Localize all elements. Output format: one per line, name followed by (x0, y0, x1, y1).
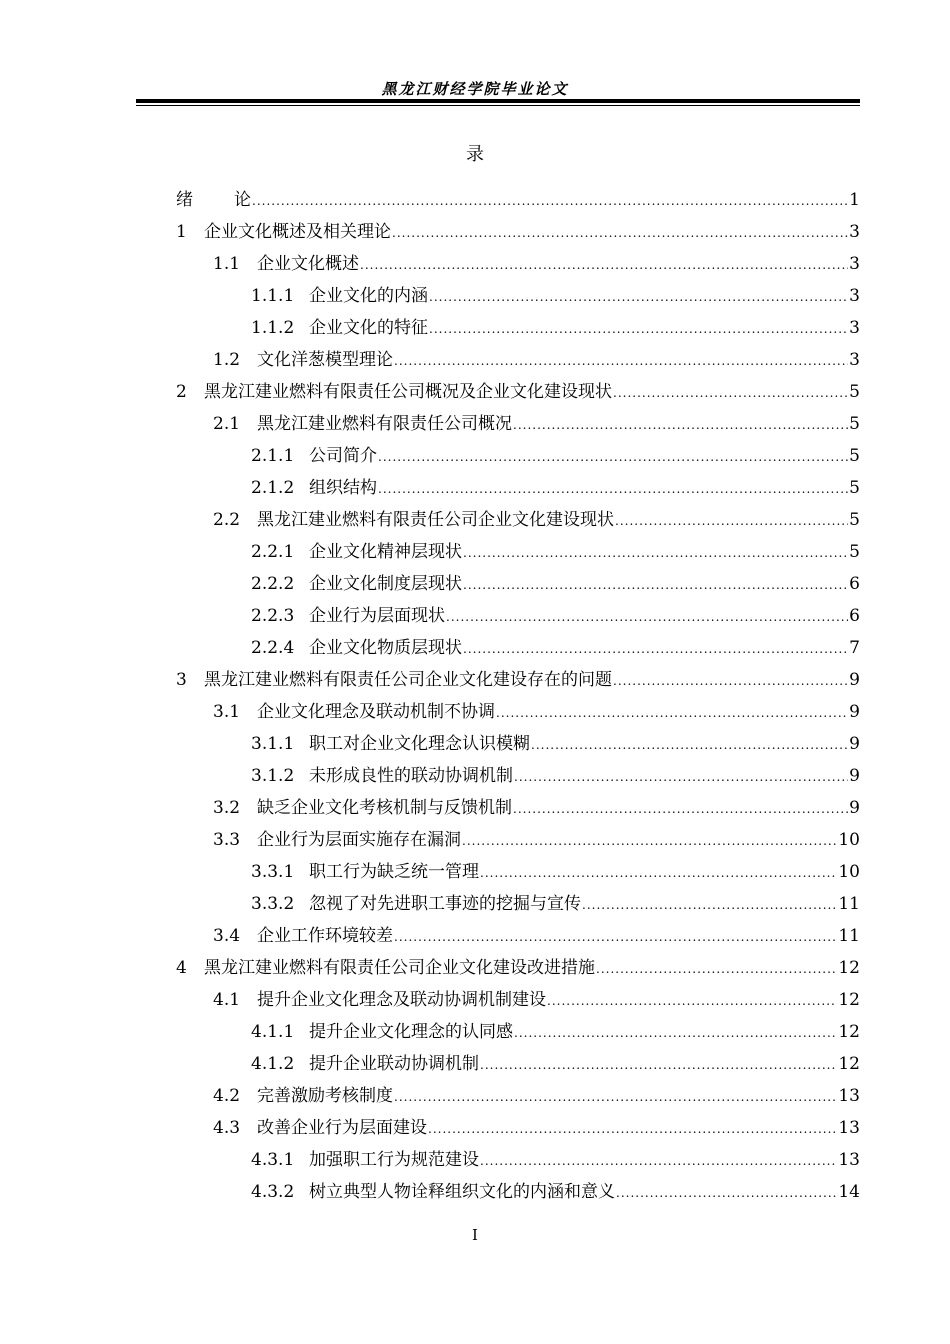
toc-entry-page: 5 (849, 414, 860, 434)
toc-entry-title: 企业文化精神层现状 (309, 542, 462, 562)
toc-entry-title: 企业行为层面现状 (309, 606, 445, 626)
toc-entry[interactable] (251, 636, 860, 660)
toc-entry-page: 9 (849, 734, 860, 754)
toc-entry-title: 企业文化制度层现状 (309, 574, 462, 594)
toc-leader-dots (446, 605, 848, 629)
toc-entry-title: 提升企业文化理念及联动协调机制建设 (257, 990, 546, 1010)
toc-entry-page: 10 (838, 862, 860, 882)
toc-entry-number: 4 (176, 958, 187, 978)
toc-entry[interactable] (176, 188, 860, 212)
toc-entry-title: 黑龙江建业燃料有限责任公司企业文化建设现状 (257, 510, 614, 530)
toc-entry[interactable] (251, 1180, 860, 1204)
toc-entry-title: 缺乏企业文化考核机制与反馈机制 (257, 798, 512, 818)
toc-leader-dots (429, 317, 848, 341)
toc-entry[interactable] (213, 1084, 860, 1108)
toc-entry-number: 1 (176, 222, 187, 242)
toc-entry[interactable] (213, 828, 860, 852)
toc-leader-dots (547, 989, 837, 1013)
toc-entry-title: 职工对企业文化理念认识模糊 (309, 734, 530, 754)
toc-entry[interactable] (251, 892, 860, 916)
toc-entry-page: 6 (849, 574, 860, 594)
toc-leader-dots (360, 253, 848, 277)
toc-entry[interactable] (251, 764, 860, 788)
toc-entry-page: 5 (849, 382, 860, 402)
toc-entry-title: 提升企业联动协调机制 (309, 1054, 479, 1074)
toc-entry[interactable] (213, 988, 860, 1012)
toc-entry-page: 3 (849, 350, 860, 370)
toc-entry-number: 3.1.2 (251, 766, 295, 786)
toc-entry-title: 树立典型人物诠释组织文化的内涵和意义 (309, 1182, 615, 1202)
toc-entry-number: 2.2.3 (251, 606, 295, 626)
toc-entry-number: 2.1 (213, 414, 241, 434)
toc-entry-title: 企业文化物质层现状 (309, 638, 462, 658)
toc-entry[interactable] (251, 316, 860, 340)
toc-entry-number: 3.3 (213, 830, 241, 850)
toc-leader-dots (394, 925, 837, 949)
toc-entry-number: 2.2.4 (251, 638, 295, 658)
toc-leader-dots (616, 1181, 837, 1205)
toc-entry-page: 9 (849, 670, 860, 690)
toc-entry-title: 论 (234, 190, 251, 210)
toc-entry-page: 5 (849, 478, 860, 498)
toc-entry[interactable] (176, 956, 860, 980)
toc-entry-page: 11 (838, 894, 860, 914)
toc-entry-number: 3.3.2 (251, 894, 295, 914)
toc-leader-dots (615, 509, 848, 533)
toc-leader-dots (394, 1085, 837, 1109)
toc-entry-number: 1.2 (213, 350, 241, 370)
toc-entry-number: 4.3.2 (251, 1182, 295, 1202)
toc-entry-page: 1 (849, 190, 860, 210)
toc-entry-number: 2.2.2 (251, 574, 295, 594)
toc-entry[interactable] (251, 604, 860, 628)
toc-entry-number: 4.1.1 (251, 1022, 295, 1042)
toc-entry[interactable] (251, 572, 860, 596)
toc-entry-title: 企业行为层面实施存在漏洞 (257, 830, 461, 850)
toc-entry-number: 4.1.2 (251, 1054, 295, 1074)
toc-entry-number: 3.3.1 (251, 862, 295, 882)
toc-entry-page: 3 (849, 286, 860, 306)
toc-entry[interactable] (251, 444, 860, 468)
toc-leader-dots (480, 1053, 837, 1077)
toc-entry-number: 2.1.1 (251, 446, 295, 466)
toc-leader-dots (394, 349, 848, 373)
toc-entry-title: 完善激励考核制度 (257, 1086, 393, 1106)
toc-entry[interactable] (176, 380, 860, 404)
toc-entry[interactable] (213, 1116, 860, 1140)
toc-entry-title: 黑龙江建业燃料有限责任公司概况及企业文化建设现状 (204, 382, 612, 402)
toc-entry-number: 2.2.1 (251, 542, 295, 562)
toc-entry-number: 1.1.1 (251, 286, 295, 306)
toc-entry[interactable] (213, 412, 860, 436)
toc-leader-dots (514, 1021, 837, 1045)
toc-entry-number: 4.2 (213, 1086, 241, 1106)
toc-leader-dots (613, 381, 848, 405)
toc-entry-page: 9 (849, 766, 860, 786)
toc-leader-dots (392, 221, 848, 245)
toc-entry-number: 3.1 (213, 702, 241, 722)
toc-entry-number: 3.4 (213, 926, 241, 946)
toc-entry-page: 3 (849, 254, 860, 274)
toc-entry-page: 13 (838, 1150, 860, 1170)
toc-leader-dots (480, 861, 837, 885)
toc-entry[interactable] (176, 220, 860, 244)
toc-entry-number: 2.2 (213, 510, 241, 530)
toc-entry-title: 忽视了对先进职工事迹的挖掘与宣传 (309, 894, 581, 914)
toc-entry-title: 黑龙江建业燃料有限责任公司企业文化建设存在的问题 (204, 670, 612, 690)
toc-entry-number: 2 (176, 382, 187, 402)
toc-entry[interactable] (213, 252, 860, 276)
page-number: I (472, 1226, 478, 1244)
toc-entry-title: 组织结构 (309, 478, 377, 498)
toc-leader-dots (613, 669, 848, 693)
toc-leader-dots (480, 1149, 837, 1173)
toc-leader-dots (596, 957, 837, 981)
toc-entry-title: 企业文化概述及相关理论 (204, 222, 391, 242)
toc-entry-page: 13 (838, 1086, 860, 1106)
toc-entry-number: 1.1 (213, 254, 241, 274)
toc-entry-title: 黑龙江建业燃料有限责任公司企业文化建设改进措施 (204, 958, 595, 978)
header-rule-thin (136, 105, 860, 106)
toc-entry-page: 3 (849, 222, 860, 242)
toc-entry-page: 10 (838, 830, 860, 850)
toc-leader-dots (429, 285, 848, 309)
toc-entry-page: 12 (838, 958, 860, 978)
toc-entry-page: 9 (849, 702, 860, 722)
toc-entry[interactable] (251, 1020, 860, 1044)
toc-entry-page: 5 (849, 542, 860, 562)
toc-entry-page: 14 (838, 1182, 860, 1202)
toc-leader-dots (428, 1117, 837, 1141)
toc-entry-title: 加强职工行为规范建设 (309, 1150, 479, 1170)
toc-entry-page: 12 (838, 1054, 860, 1074)
toc-entry-page: 5 (849, 446, 860, 466)
toc-entry-page: 13 (838, 1118, 860, 1138)
toc-entry-title: 提升企业文化理念的认同感 (309, 1022, 513, 1042)
toc-entry-number: 3 (176, 670, 187, 690)
toc-entry[interactable] (251, 1148, 860, 1172)
toc-leader-dots (252, 189, 848, 213)
toc-entry-number: 绪 (176, 190, 193, 210)
toc-entry[interactable] (251, 1052, 860, 1076)
toc-entry-title: 公司简介 (309, 446, 377, 466)
toc-entry-page: 5 (849, 510, 860, 530)
toc-entry-number: 3.2 (213, 798, 241, 818)
toc-entry-page: 7 (849, 638, 860, 658)
toc-entry-page: 11 (838, 926, 860, 946)
toc-leader-dots (378, 477, 848, 501)
toc-entry-number: 3.1.1 (251, 734, 295, 754)
toc-leader-dots (496, 701, 848, 725)
toc-entry-title: 企业工作环境较差 (257, 926, 393, 946)
toc-entry-page: 9 (849, 798, 860, 818)
toc-entry-title: 文化洋葱模型理论 (257, 350, 393, 370)
toc-entry-title: 未形成良性的联动协调机制 (309, 766, 513, 786)
header-rule-thick (136, 99, 860, 103)
toc-entry-number: 4.3.1 (251, 1150, 295, 1170)
toc-entry[interactable] (213, 700, 860, 724)
toc-leader-dots (378, 445, 848, 469)
toc-entry-title: 企业文化概述 (257, 254, 359, 274)
toc-entry-title: 企业文化的特征 (309, 318, 428, 338)
toc-entry-number: 2.1.2 (251, 478, 295, 498)
toc-leader-dots (462, 829, 837, 853)
toc-title: 录 (466, 144, 484, 165)
toc-entry-number: 1.1.2 (251, 318, 295, 338)
toc-entry-page: 12 (838, 1022, 860, 1042)
toc-entry[interactable] (251, 476, 860, 500)
toc-leader-dots (463, 637, 848, 661)
toc-leader-dots (463, 541, 848, 565)
toc-entry[interactable] (213, 924, 860, 948)
toc-entry-number: 4.1 (213, 990, 241, 1010)
toc-entry-page: 3 (849, 318, 860, 338)
toc-leader-dots (463, 573, 848, 597)
toc-leader-dots (531, 733, 848, 757)
document-header: 黑龙江财经学院毕业论文 (381, 80, 569, 98)
toc-leader-dots (582, 893, 837, 917)
toc-entry-page: 12 (838, 990, 860, 1010)
toc-entry-number: 4.3 (213, 1118, 241, 1138)
toc-entry-title: 职工行为缺乏统一管理 (309, 862, 479, 882)
toc-entry[interactable] (251, 732, 860, 756)
toc-leader-dots (513, 797, 848, 821)
toc-leader-dots (514, 765, 848, 789)
toc-entry-title: 黑龙江建业燃料有限责任公司概况 (257, 414, 512, 434)
toc-entry[interactable] (251, 540, 860, 564)
toc-entry-title: 企业文化的内涵 (309, 286, 428, 306)
toc-entry-title: 改善企业行为层面建设 (257, 1118, 427, 1138)
toc-entry[interactable] (213, 508, 860, 532)
toc-entry-page: 6 (849, 606, 860, 626)
toc-entry-title: 企业文化理念及联动机制不协调 (257, 702, 495, 722)
toc-entry[interactable] (213, 348, 860, 372)
toc-entry[interactable] (213, 796, 860, 820)
toc-entry[interactable] (251, 860, 860, 884)
toc-entry[interactable] (176, 668, 860, 692)
toc-leader-dots (513, 413, 848, 437)
toc-entry[interactable] (251, 284, 860, 308)
